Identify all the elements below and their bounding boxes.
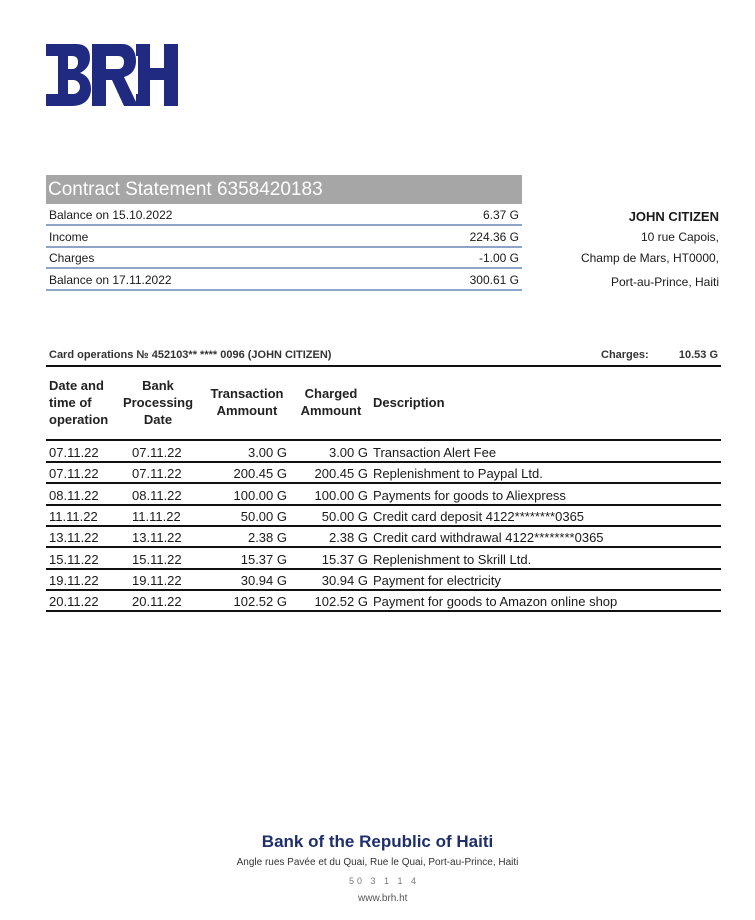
- cell-description: Transaction Alert Fee: [373, 445, 497, 460]
- client-address-line: 10 rue Capois,: [640, 230, 719, 244]
- cell-transaction: 2.38 G: [247, 530, 287, 545]
- charges-label: Charges:: [601, 349, 649, 361]
- table-row: [46, 442, 721, 463]
- cell-date: 19.11.22: [49, 573, 99, 588]
- cell-charged: 2.38 G: [328, 530, 368, 545]
- cell-bank-date: 20.11.22: [132, 594, 182, 609]
- footer-address: Angle rues Pavée et du Quai, Rue le Quai, Port-au-Prince, Haiti: [236, 857, 519, 868]
- cell-charged: 15.37 G: [321, 552, 368, 567]
- client-address-line: Champ de Mars, HT0000,: [580, 251, 719, 265]
- cell-charged: 102.52 G: [314, 594, 368, 609]
- header-divider: [46, 439, 721, 441]
- table-row: [46, 570, 721, 591]
- cell-description: Credit card withdrawal 4122********0365: [373, 530, 604, 545]
- column-header-description: Description: [373, 395, 445, 410]
- column-header-charged: Charged Ammount: [300, 386, 362, 418]
- table-row: [46, 463, 721, 484]
- cell-transaction: 102.52 G: [233, 594, 287, 609]
- table-row: [46, 527, 721, 548]
- cell-bank-date: 15.11.22: [132, 552, 182, 567]
- cell-bank-date: 11.11.22: [132, 509, 181, 524]
- summary-row: [46, 227, 522, 248]
- charges-value: 10.53 G: [678, 349, 718, 361]
- cell-description: Replenishment to Paypal Ltd.: [373, 466, 543, 481]
- cell-bank-date: 13.11.22: [132, 530, 182, 545]
- table-row: [46, 591, 721, 612]
- cell-charged: 30.94 G: [321, 573, 368, 588]
- cell-transaction: 3.00 G: [247, 445, 287, 460]
- cell-description: Replenishment to Skrill Ltd.: [373, 552, 532, 567]
- summary-row: [46, 205, 522, 226]
- cell-date: 20.11.22: [49, 594, 99, 609]
- footer-phone: 50 3 1 1 4: [349, 876, 420, 886]
- summary-label: Balance on 17.11.2022: [49, 273, 172, 287]
- brh-logo: [46, 44, 178, 106]
- cell-description: Payment for electricity: [373, 573, 501, 588]
- cell-charged: 100.00 G: [314, 488, 368, 503]
- summary-row: [46, 248, 522, 269]
- summary-value: 6.37 G: [482, 208, 519, 222]
- cell-bank-date: 08.11.22: [132, 488, 182, 503]
- footer-bank-name: Bank of the Republic of Haiti: [261, 832, 494, 851]
- cell-date: 15.11.22: [49, 552, 99, 567]
- statement-title: Contract Statement 6358420183: [46, 175, 522, 204]
- summary-label: Balance on 15.10.2022: [49, 208, 173, 222]
- column-header-bank-date: Bank Processing Date: [122, 378, 194, 427]
- cell-charged: 3.00 G: [328, 445, 368, 460]
- cell-description: Payment for goods to Amazon online shop: [373, 594, 618, 609]
- cell-date: 07.11.22: [49, 466, 99, 481]
- cell-date: 11.11.22: [49, 509, 98, 524]
- cell-transaction: 100.00 G: [233, 488, 287, 503]
- table-row: [46, 549, 721, 570]
- cell-charged: 200.45 G: [314, 466, 368, 481]
- cell-bank-date: 19.11.22: [132, 573, 182, 588]
- table-row: [46, 506, 721, 527]
- cell-transaction: 50.00 G: [240, 509, 287, 524]
- card-operations-title: Card operations № 452103** **** 0096 (JOHN CITIZEN): [49, 349, 332, 361]
- summary-value: 224.36 G: [469, 230, 519, 244]
- cell-bank-date: 07.11.22: [132, 466, 182, 481]
- table-row: [46, 485, 721, 506]
- cell-date: 08.11.22: [49, 488, 99, 503]
- summary-label: Income: [49, 230, 89, 244]
- summary-value: 300.61 G: [469, 273, 519, 287]
- cell-date: 13.11.22: [49, 530, 99, 545]
- cell-transaction: 15.37 G: [240, 552, 287, 567]
- cell-date: 07.11.22: [49, 445, 99, 460]
- summary-row: [46, 270, 522, 291]
- cell-transaction: 30.94 G: [240, 573, 287, 588]
- cell-description: Credit card deposit 4122********0365: [373, 509, 585, 524]
- cell-transaction: 200.45 G: [233, 466, 287, 481]
- column-header-date: Date and time of operation: [49, 378, 109, 427]
- footer-website[interactable]: www.brh.ht: [358, 893, 408, 904]
- client-name: JOHN CITIZEN: [628, 209, 719, 224]
- client-address-line: Port-au-Prince, Haiti: [610, 275, 719, 289]
- column-header-transaction: Transaction Ammount: [210, 386, 284, 418]
- cell-charged: 50.00 G: [321, 509, 368, 524]
- summary-value: -1.00 G: [478, 251, 519, 265]
- card-operations-header: [46, 349, 721, 367]
- cell-description: Payments for goods to Aliexpress: [373, 488, 566, 503]
- cell-bank-date: 07.11.22: [132, 445, 182, 460]
- summary-label: Charges: [49, 251, 95, 265]
